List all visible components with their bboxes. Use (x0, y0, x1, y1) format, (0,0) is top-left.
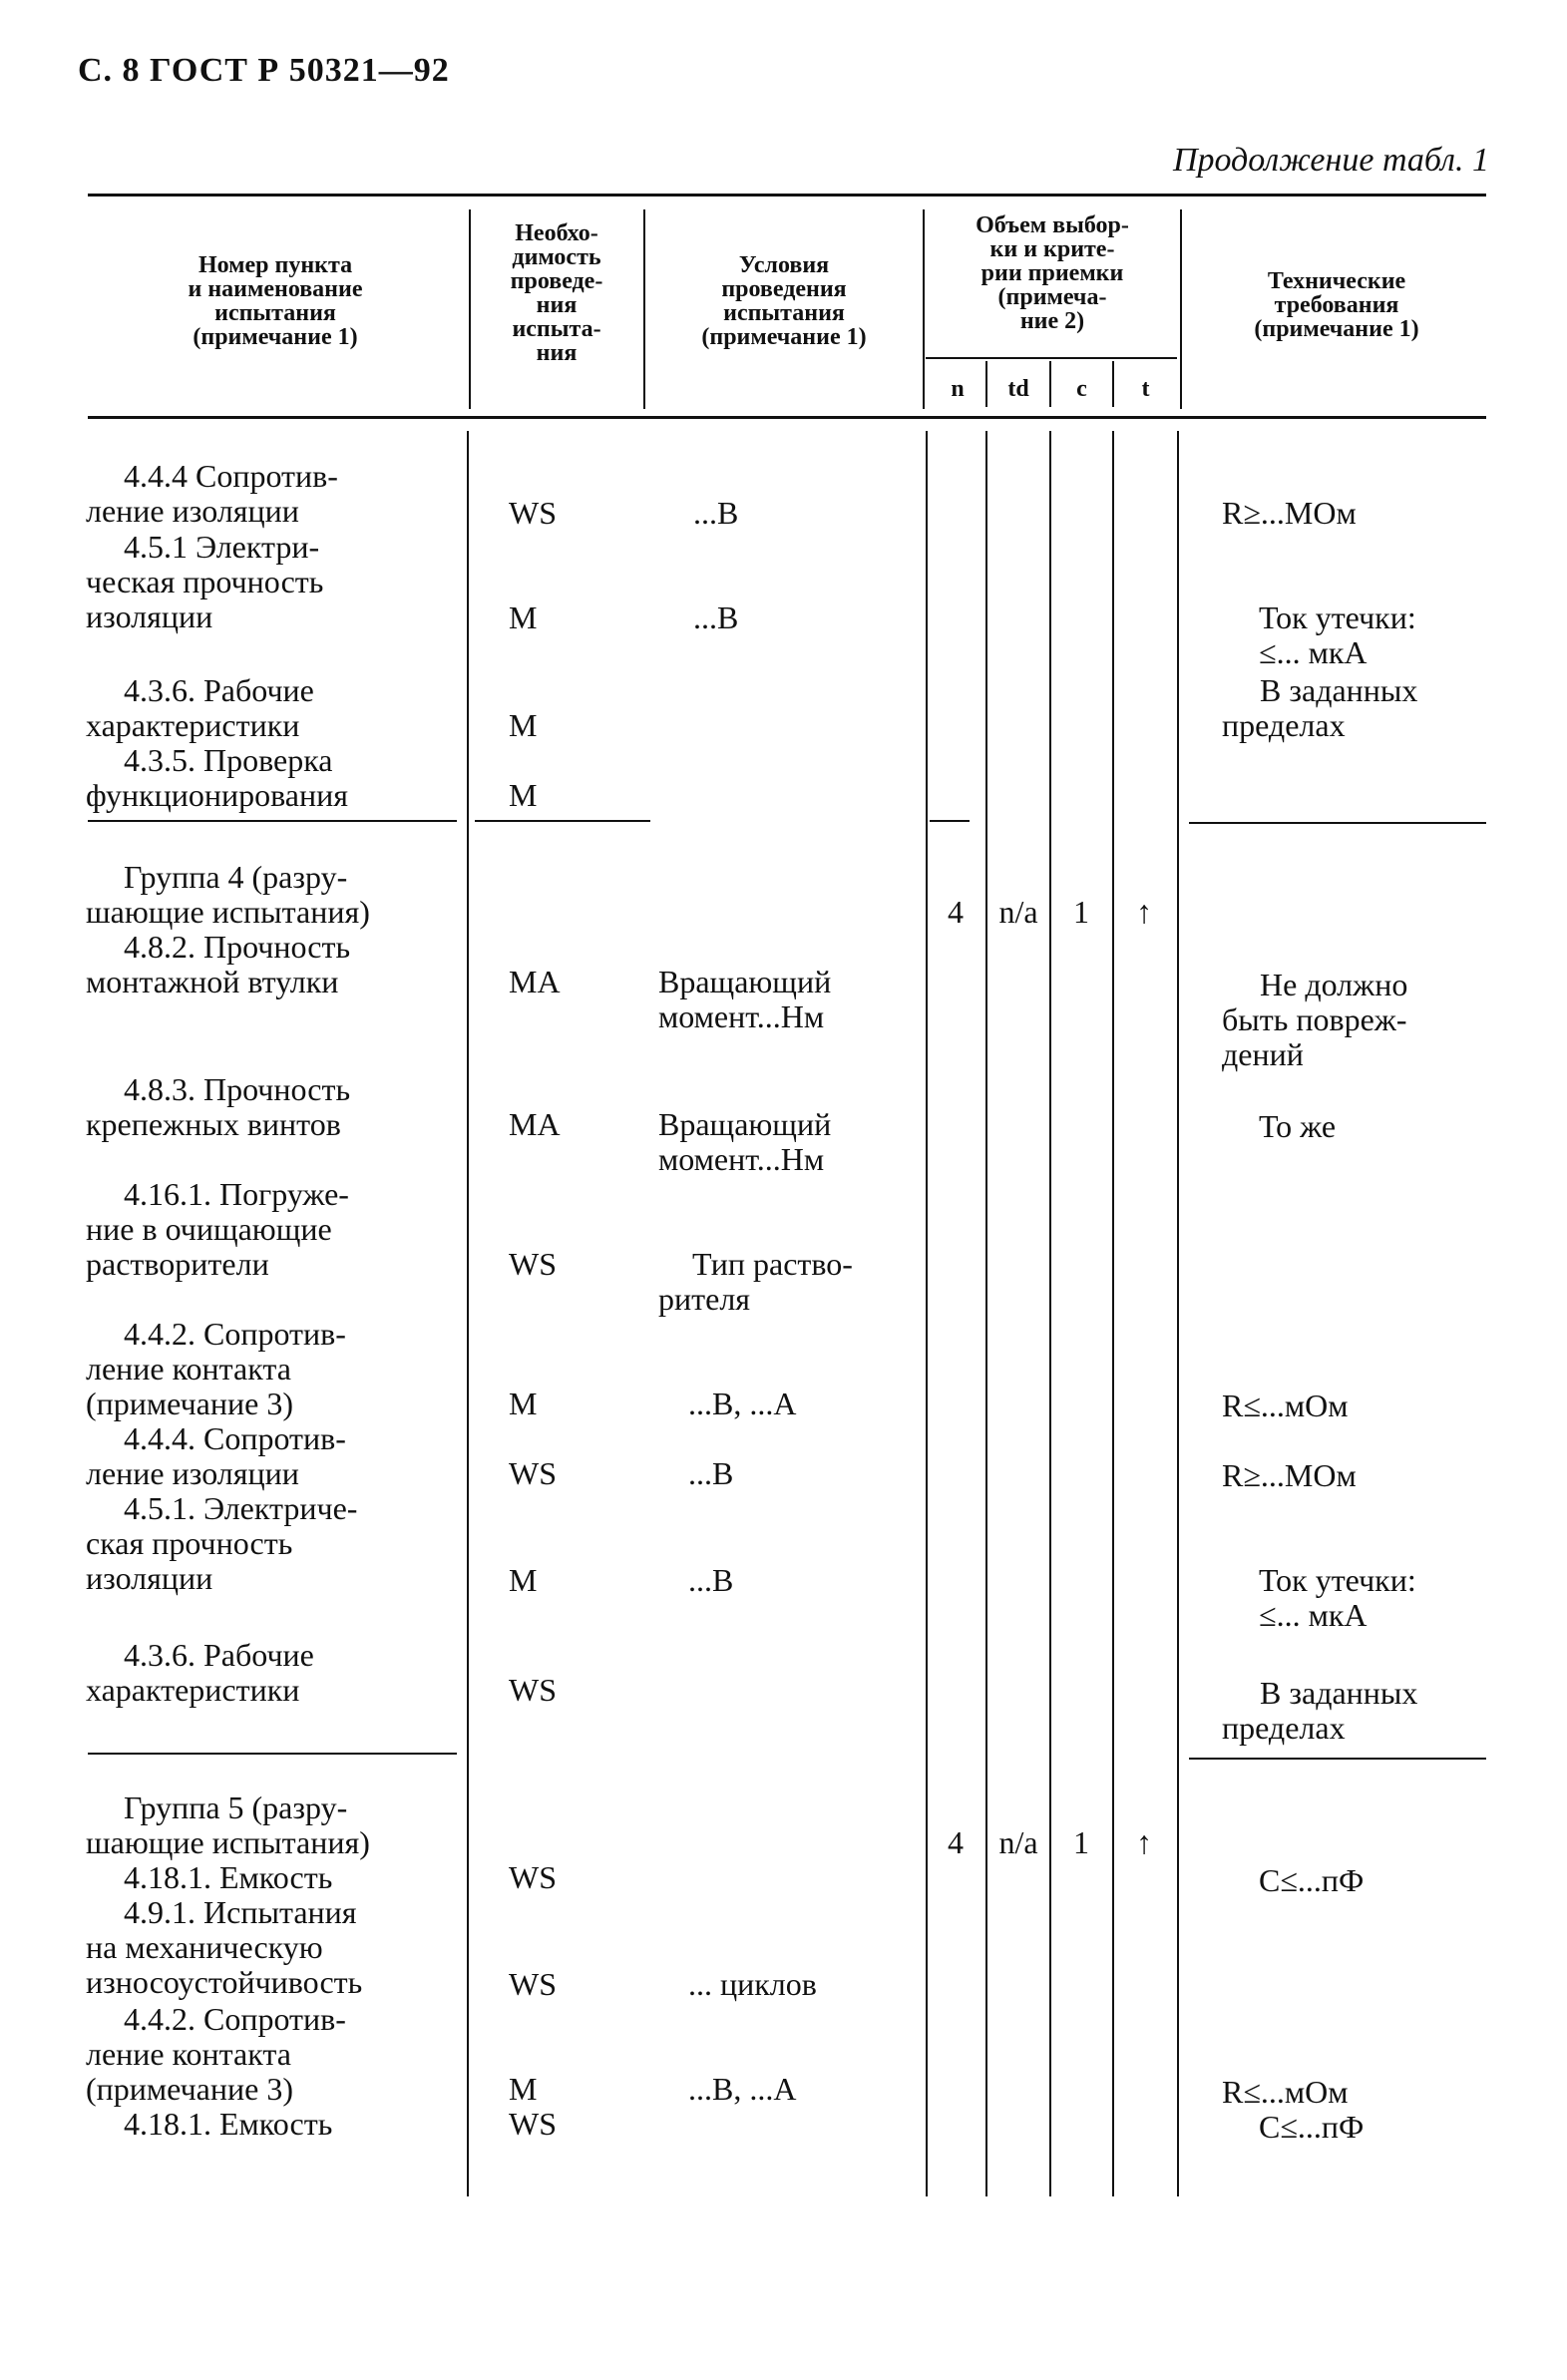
necessity-cell: М (509, 599, 538, 635)
header-bottom-rule (88, 416, 1486, 419)
block-separator (88, 820, 457, 822)
body-divider (1049, 431, 1051, 2196)
table-row: 4.4.2. Сопротив- ление контакта (примечание 3) (86, 2001, 346, 2107)
table-row: 4.3.5. Проверка функционирования (86, 742, 348, 813)
table-row: 4.5.1. Электриче- ская прочность изоляции (86, 1490, 358, 1596)
col-header-n: n (951, 376, 965, 402)
header-divider (469, 209, 471, 409)
sample-td: n/a (998, 1824, 1038, 1860)
necessity-cell: WS (509, 1246, 557, 1282)
table-row: 4.16.1. Погруже- ние в очищающие растворители (86, 1176, 349, 1282)
sample-t: ↑ (1136, 894, 1152, 930)
table-row: 4.18.1. Емкость (124, 2106, 333, 2142)
requirements-cell: Ток утечки: ≤... мкА (1259, 1562, 1416, 1633)
necessity-cell: М (509, 2071, 538, 2107)
requirements-cell: R≤...мОм (1222, 2074, 1349, 2110)
conditions-cell: ...В (693, 495, 739, 531)
col-header-conditions: Условия проведения испытания (примечание 1) (701, 252, 867, 350)
requirements-cell: R≥...МОм (1222, 495, 1357, 531)
body-divider (1177, 431, 1179, 2196)
sample-n: 4 (948, 894, 964, 930)
sample-n: 4 (948, 1824, 964, 1860)
necessity-cell: М (509, 1562, 538, 1598)
col-header-item: Номер пункта и наименование испытания (примечание 1) (188, 252, 363, 350)
conditions-cell: ...В (693, 599, 739, 635)
header-divider (923, 209, 925, 409)
block-separator (475, 820, 650, 822)
col-header-t: t (1141, 376, 1150, 402)
necessity-cell: WS (509, 1672, 557, 1708)
necessity-cell: WS (509, 1966, 557, 2002)
requirements-cell: В заданных пределах (1222, 1675, 1418, 1746)
conditions-cell: ...В, ...А (688, 2071, 797, 2107)
table-row: 4.4.4. Сопротив- ление изоляции (86, 1420, 346, 1491)
sample-c: 1 (1073, 1824, 1089, 1860)
conditions-cell: Вращающий момент...Нм (658, 1106, 832, 1177)
table-row: 4.4.4 Сопротив- ление изоляции (86, 458, 338, 529)
block-separator (1189, 1758, 1486, 1760)
requirements-cell: R≤...мОм (1222, 1388, 1349, 1423)
conditions-cell: ... циклов (688, 1966, 817, 2002)
conditions-cell: ...В (688, 1562, 734, 1598)
group-title: Группа 4 (разру- шающие испытания) (86, 859, 370, 930)
conditions-cell: Вращающий момент...Нм (658, 964, 832, 1034)
necessity-cell: МА (509, 964, 561, 999)
requirements-cell: R≥...МОм (1222, 1457, 1357, 1493)
table-row: 4.9.1. Испытания на механическую износоустойчивость (86, 1894, 363, 2000)
body-divider (1112, 431, 1114, 2196)
sample-subheader-rule (926, 357, 1177, 359)
block-separator (930, 820, 970, 822)
table-row: 4.8.2. Прочность монтажной втулки (86, 929, 351, 999)
block-separator (88, 1753, 457, 1755)
sample-td: n/a (998, 894, 1038, 930)
block-separator (1189, 822, 1486, 824)
table-top-rule (88, 194, 1486, 197)
col-header-td: td (1007, 376, 1029, 402)
requirements-cell: С≤...пФ (1259, 2109, 1365, 2145)
col-header-necessity: Необхо- димость проведе- ния испыта- ния (510, 220, 603, 366)
col-header-c: c (1076, 376, 1087, 402)
requirements-cell: С≤...пФ (1259, 1862, 1365, 1898)
table-continuation-label: Продолжение табл. 1 (1172, 142, 1489, 179)
necessity-cell: М (509, 777, 538, 813)
table-row: 4.5.1 Электри- ческая прочность изоляции (86, 529, 324, 634)
sample-t: ↑ (1136, 1824, 1152, 1860)
col-header-requirements: Технические требования (примечание 1) (1254, 268, 1419, 342)
table-row: 4.8.3. Прочность крепежных винтов (86, 1071, 351, 1142)
requirements-cell: В заданных пределах (1222, 672, 1418, 743)
necessity-cell: М (509, 1386, 538, 1421)
body-divider (467, 431, 469, 2196)
conditions-cell: ...В, ...А (688, 1386, 797, 1421)
necessity-cell: WS (509, 1859, 557, 1895)
body-divider (985, 431, 987, 2196)
body-divider (926, 431, 928, 2196)
necessity-cell: WS (509, 1455, 557, 1491)
conditions-cell: ...В (688, 1455, 734, 1491)
table-row: 4.3.6. Рабочие характеристики (86, 1637, 314, 1708)
col-header-sample: Объем выбор- ки и крите- рии приемки (примеча- ние 2) (976, 212, 1129, 334)
group-title: Группа 5 (разру- шающие испытания) (86, 1789, 370, 1860)
necessity-cell: М (509, 707, 538, 743)
necessity-cell: WS (509, 2106, 557, 2142)
necessity-cell: WS (509, 495, 557, 531)
header-divider (1180, 209, 1182, 409)
requirements-cell: То же (1259, 1108, 1337, 1144)
header-divider (643, 209, 645, 409)
requirements-cell: Не должно быть повреж- дений (1222, 967, 1408, 1072)
table-row: 4.18.1. Емкость (124, 1859, 333, 1895)
conditions-cell: Тип раство- рителя (658, 1246, 853, 1317)
table-row: 4.3.6. Рабочие характеристики (86, 672, 314, 743)
necessity-cell: МА (509, 1106, 561, 1142)
page-header: С. 8 ГОСТ Р 50321—92 (78, 52, 450, 89)
sample-c: 1 (1073, 894, 1089, 930)
requirements-cell: Ток утечки: ≤... мкА (1259, 599, 1416, 670)
table-row: 4.4.2. Сопротив- ление контакта (примечание 3) (86, 1316, 346, 1421)
